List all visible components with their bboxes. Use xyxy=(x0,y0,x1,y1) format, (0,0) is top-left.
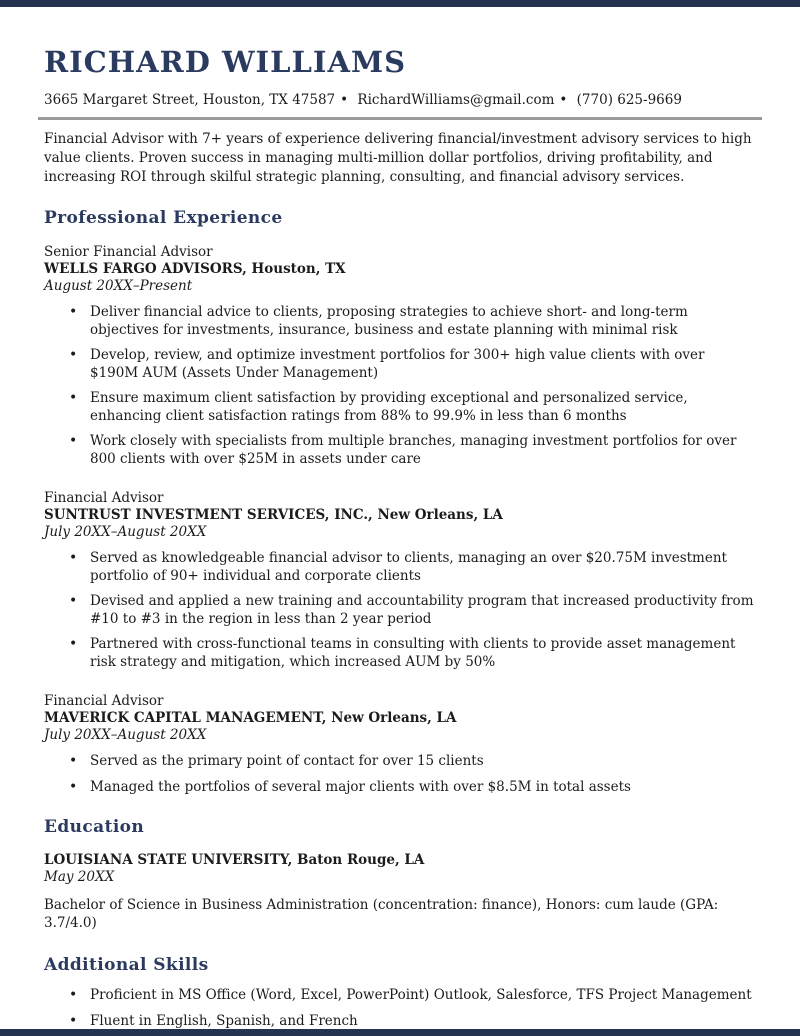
bullet-text: Proficient in MS Office (Word, Excel, PowerPoint) Outlook, Salesforce, TFS Project Management xyxy=(90,987,752,1003)
job-role: Senior Financial Advisor xyxy=(44,244,213,260)
job-entry-wells-fargo xyxy=(44,244,756,468)
skills-list xyxy=(44,987,756,1030)
bullet-text: Develop, review, and optimize investment portfolios for 300+ high value clients with over $190M AUM (Assets Under Management) xyxy=(90,347,705,381)
job-bullet-list xyxy=(44,753,756,796)
contact-address: 3665 Margaret Street, Houston, TX 47587 xyxy=(44,92,336,108)
job-entry-suntrust xyxy=(44,490,756,671)
bottom-accent-bar xyxy=(0,1029,800,1036)
school-name: LOUISIANA STATE UNIVERSITY, Baton Rouge, LA xyxy=(44,852,425,868)
job-dates: July 20XX–August 20XX xyxy=(44,727,207,743)
skill-item xyxy=(44,1013,756,1031)
job-bullet-list xyxy=(44,550,756,671)
job-company: SUNTRUST INVESTMENT SERVICES, INC., New Orleans, LA xyxy=(44,507,503,523)
professional-summary: Financial Advisor with 7+ years of experience delivering financial/investment advisory services to high value clients. Proven success in managing multi-million dollar portfolios, driving profitability, and increasing ROI through skilful strategic planning, consulting, and financial advisory services. xyxy=(44,131,752,185)
degree-line: Bachelor of Science in Business Administration (concentration: finance), Honors: cum laude (GPA: 3.7/4.0) xyxy=(44,897,719,931)
section-title-experience: Professional Experience xyxy=(44,208,283,228)
job-role: Financial Advisor xyxy=(44,490,164,506)
bullet-text: Fluent in English, Spanish, and French xyxy=(90,1012,358,1029)
job-entry-maverick xyxy=(44,693,756,796)
contact-separator: • xyxy=(340,92,349,108)
bullet-item xyxy=(44,347,756,382)
section-title-education: Education xyxy=(44,817,145,837)
top-accent-bar xyxy=(0,0,800,7)
contact-separator: • xyxy=(559,92,568,108)
job-dates: August 20XX–Present xyxy=(44,278,193,294)
bullet-text: Devised and applied a new training and accountability program that increased productivity from #10 to #3 in the region in less than 2 year period xyxy=(90,593,754,627)
bullet-item xyxy=(44,593,756,628)
bullet-item xyxy=(44,433,756,468)
skill-item xyxy=(44,987,756,1005)
header-divider xyxy=(38,117,762,120)
job-company: WELLS FARGO ADVISORS, Houston, TX xyxy=(44,261,346,277)
job-dates: July 20XX–August 20XX xyxy=(44,524,207,540)
bullet-item xyxy=(44,390,756,425)
job-bullet-list xyxy=(44,304,756,468)
contact-line xyxy=(44,91,756,109)
bullet-text: Ensure maximum client satisfaction by providing exceptional and personalized service, enhancing client satisfaction ratings from 88% to 99.9% in less than 6 months xyxy=(90,390,688,424)
section-title-skills: Additional Skills xyxy=(44,955,209,975)
job-company: MAVERICK CAPITAL MANAGEMENT, New Orleans, LA xyxy=(44,710,457,726)
bullet-text: Served as knowledgeable financial advisor to clients, managing an over $20.75M investment portfolio of 90+ individual and corporate clients xyxy=(90,550,727,584)
bullet-text: Deliver financial advice to clients, proposing strategies to achieve short- and long-term objectives for investments, insurance, business and estate planning with minimal risk xyxy=(90,304,688,338)
education-entry xyxy=(44,852,756,932)
bullet-item xyxy=(44,636,756,671)
bullet-item xyxy=(44,550,756,585)
contact-email: RichardWilliams@gmail.com xyxy=(357,92,555,108)
bullet-item xyxy=(44,304,756,339)
bullet-item xyxy=(44,753,756,771)
job-role: Financial Advisor xyxy=(44,693,164,709)
bullet-text: Managed the portfolios of several major clients with over $8.5M in total assets xyxy=(90,778,631,795)
bullet-text: Served as the primary point of contact for over 15 clients xyxy=(90,753,484,769)
bullet-text: Partnered with cross-functional teams in consulting with clients to provide asset management risk strategy and mitigation, which increased AUM by 50% xyxy=(90,636,736,670)
resume-content xyxy=(0,7,800,1030)
contact-phone: (770) 625-9669 xyxy=(576,92,682,108)
candidate-name: RICHARD WILLIAMS xyxy=(44,45,407,79)
bullet-item xyxy=(44,779,756,797)
graduation-date: May 20XX xyxy=(44,869,115,885)
bullet-text: Work closely with specialists from multiple branches, managing investment portfolios for over 800 clients with over $25M in assets under care xyxy=(90,433,737,467)
